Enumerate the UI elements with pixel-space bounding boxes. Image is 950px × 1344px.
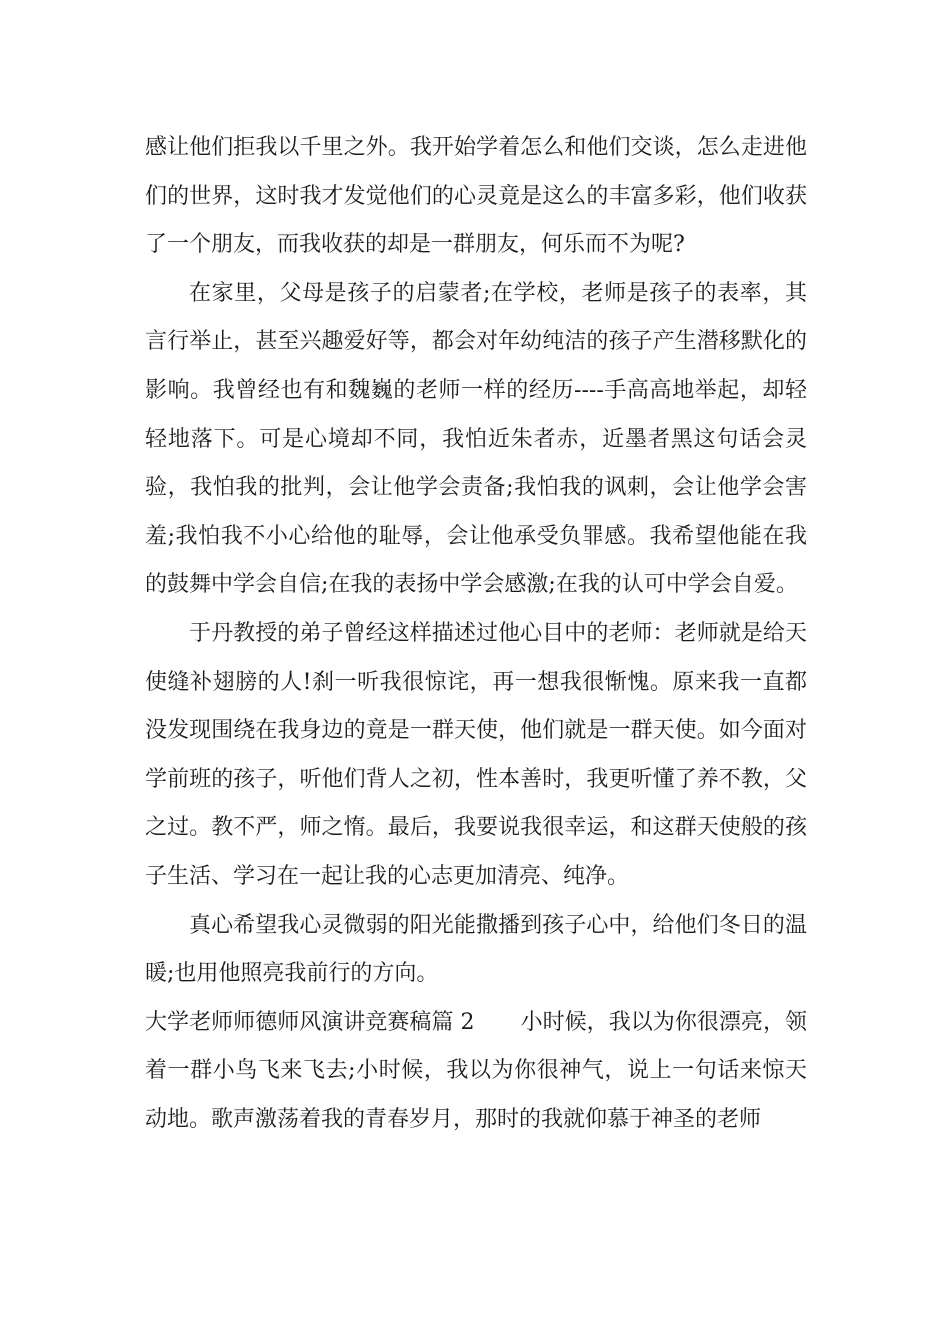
section-text: 小时候，我以为你很漂亮，领着一群小鸟飞来飞去;小时候，我以为你很神气，说上一句话来惊天动地。歌声激荡着我的青春岁月，那时的我就仰慕于神圣的老师 — [145, 1009, 807, 1132]
paragraph-continuation: 感让他们拒我以千里之外。我开始学着怎么和他们交谈，怎么走进他们的世界，这时我才发觉他们的心灵竟是这么的丰富多彩，他们收获了一个朋友，而我收获的却是一群朋友，何乐而不为呢? — [145, 135, 807, 258]
paragraph-angels: 于丹教授的弟子曾经这样描述过他心目中的老师：老师就是给天使缝补翅膀的人!刹一听我很惊诧，再一想我很惭愧。原来我一直都没发现围绕在我身边的竟是一群天使，他们就是一群天使。如今面对学前班的孩子，听他们背人之初，性本善时，我更听懂了养不教，父之过。教不严，师之惰。最后，我要说我很幸运，和这群天使般的孩子生活、学习在一起让我的心志更加清亮、纯净。 — [145, 620, 807, 889]
section-start — [145, 999, 807, 1145]
section-title: 大学老师师德师风演讲竞赛稿篇 2 — [145, 1009, 475, 1035]
paragraph-role-model: 在家里，父母是孩子的启蒙者;在学校，老师是孩子的表率，其言行举止，甚至兴趣爱好等，都会对年幼纯洁的孩子产生潜移默化的影响。我曾经也有和魏巍的老师一样的经历----手高高地举起，却轻轻地落下。可是心境却不同，我怕近朱者赤，近墨者黑这句话会灵验，我怕我的批判，会让他学会责备;我怕我的讽刺，会让他学会害羞;我怕我不小心给他的耻辱，会让他承受负罪感。我希望他能在我的鼓舞中学会自信;在我的表扬中学会感激;在我的认可中学会自爱。 — [145, 280, 807, 598]
paragraph-wish: 真心希望我心灵微弱的阳光能撒播到孩子心中，给他们冬日的温暖;也用他照亮我前行的方向。 — [145, 912, 807, 987]
document-body — [145, 124, 807, 1144]
